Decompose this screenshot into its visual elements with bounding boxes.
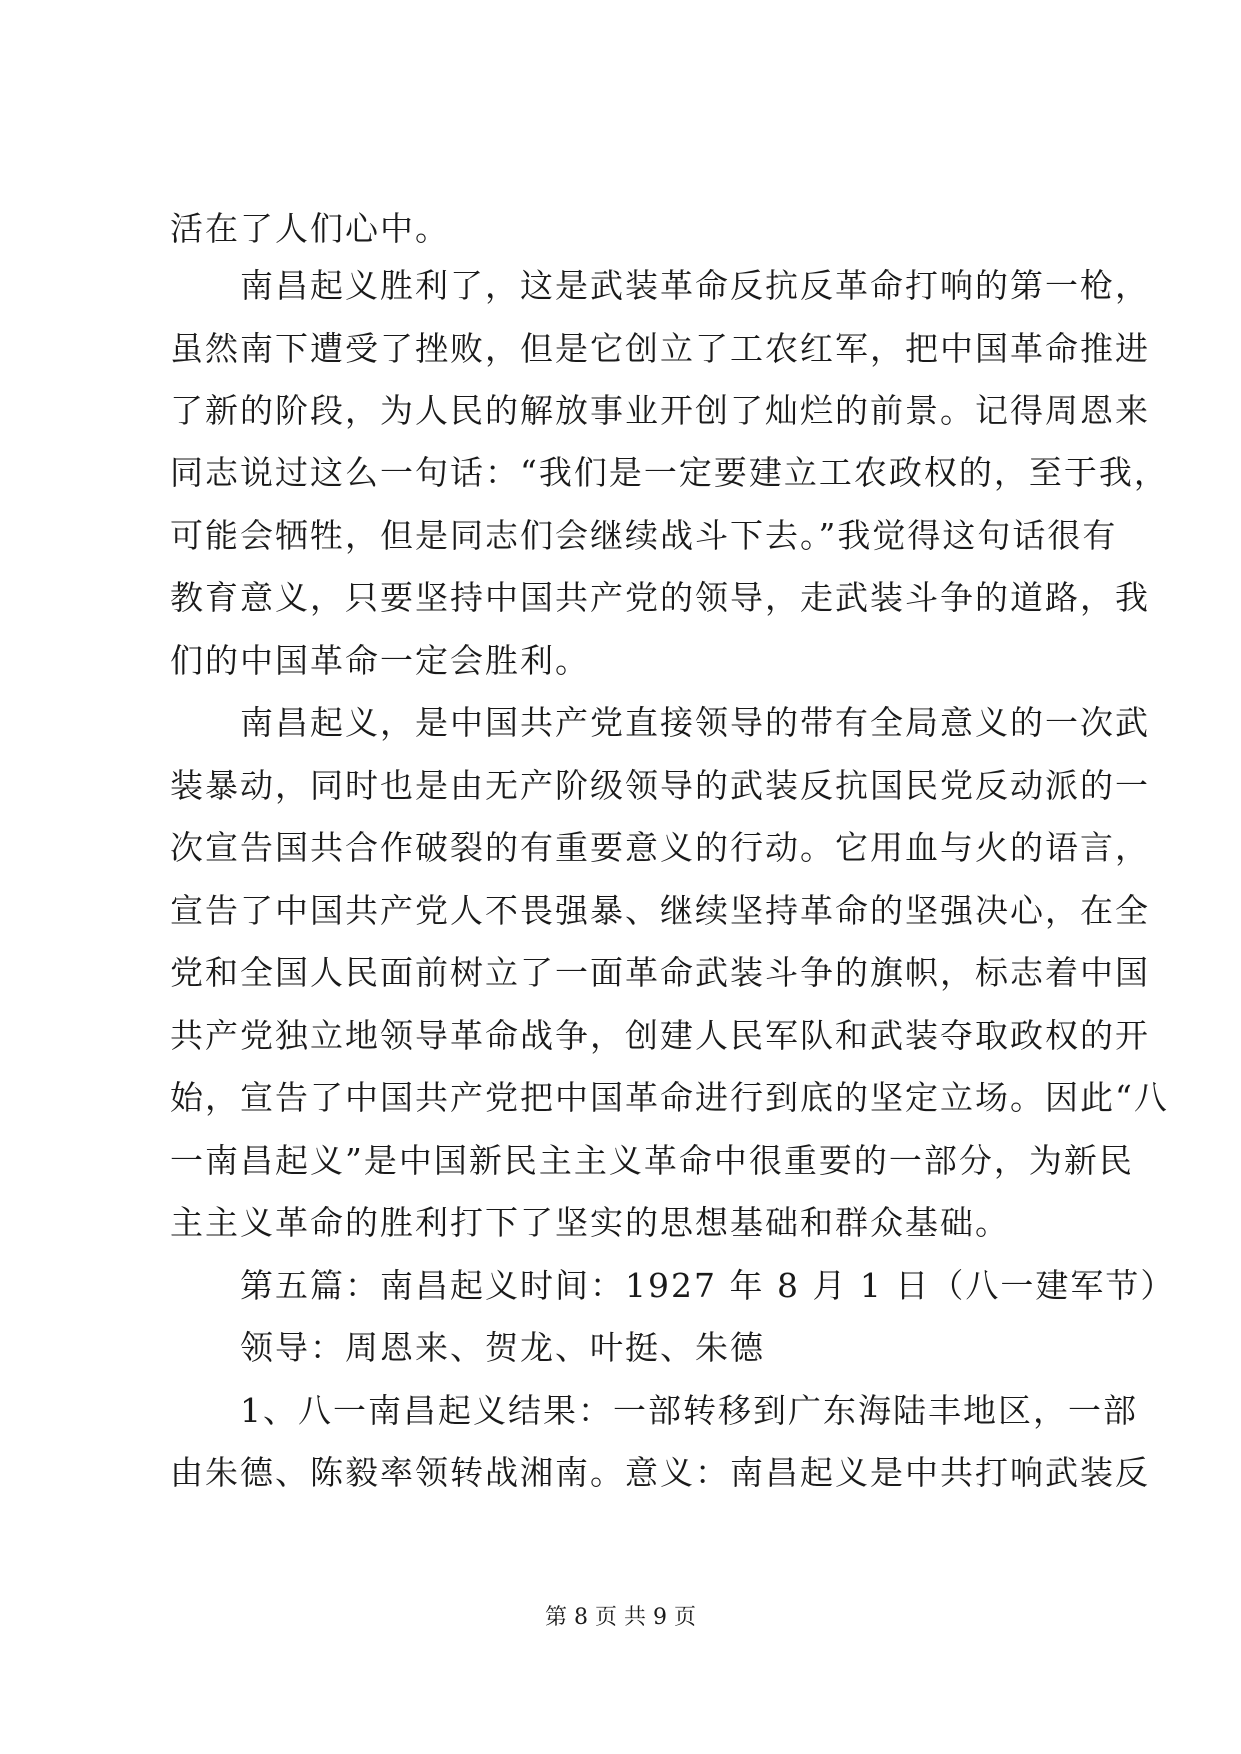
section-heading: 第五篇：南昌起义时间：1927 年 8 月 1 日（八一建军节）: [170, 1266, 1176, 1305]
body-line: 虽然南下遭受了挫败，但是它创立了工农红军，把中国革命推进: [170, 329, 1150, 368]
body-line: 南昌起义，是中国共产党直接领导的带有全局意义的一次武: [170, 703, 1150, 742]
body-line: 装暴动，同时也是由无产阶级领导的武装反抗国民党反动派的一: [170, 766, 1150, 805]
body-line: 主主义革命的胜利打下了坚实的思想基础和群众基础。: [170, 1203, 1010, 1242]
body-line: 们的中国革命一定会胜利。: [170, 641, 590, 680]
body-line: 了新的阶段，为人民的解放事业开创了灿烂的前景。记得周恩来: [170, 391, 1150, 430]
body-line: 活在了人们心中。: [170, 209, 450, 248]
page-number-footer: 第 8 页 共 9 页: [545, 1605, 696, 1630]
body-line: 党和全国人民面前树立了一面革命武装斗争的旗帜，标志着中国: [170, 953, 1150, 992]
body-line: 始，宣告了中国共产党把中国革命进行到底的坚定立场。因此“八: [170, 1078, 1169, 1117]
body-line: 可能会牺牲，但是同志们会继续战斗下去。”我觉得这句话很有: [170, 516, 1118, 555]
body-line: 一南昌起义”是中国新民主主义革命中很重要的一部分，为新民: [170, 1141, 1134, 1180]
body-line: 宣告了中国共产党人不畏强暴、继续坚持革命的坚强决心，在全: [170, 891, 1150, 930]
body-line: 南昌起义胜利了，这是武装革命反抗反革命打响的第一枪，: [170, 266, 1150, 305]
body-line: 次宣告国共合作破裂的有重要意义的行动。它用血与火的语言，: [170, 828, 1150, 867]
body-line: 领导：周恩来、贺龙、叶挺、朱德: [170, 1328, 765, 1367]
body-line: 由朱德、陈毅率领转战湘南。意义：南昌起义是中共打响武装反: [170, 1453, 1150, 1492]
body-line: 共产党独立地领导革命战争，创建人民军队和武装夺取政权的开: [170, 1016, 1150, 1055]
body-line: 1、八一南昌起义结果：一部转移到广东海陆丰地区，一部: [170, 1391, 1138, 1430]
body-line: 同志说过这么一句话：“我们是一定要建立工农政权的，至于我，: [170, 453, 1169, 492]
body-line: 教育意义，只要坚持中国共产党的领导，走武装斗争的道路，我: [170, 578, 1150, 617]
